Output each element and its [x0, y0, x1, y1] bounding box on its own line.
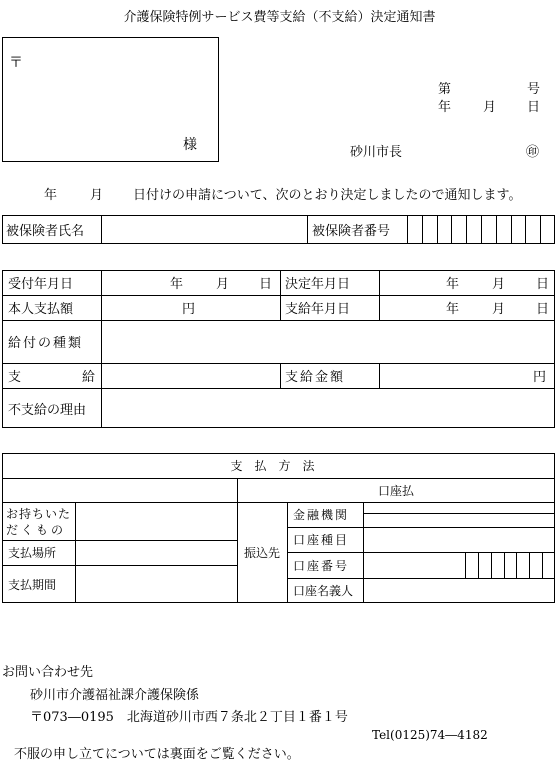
account-type-label: 口座種目: [293, 533, 350, 547]
document-title: 介護保険特例サービス費等支給（不支給）決定通知書: [123, 10, 436, 25]
receipt-year: 年: [170, 277, 184, 292]
number-prefix: 第: [438, 82, 452, 97]
contact-department: 砂川市介護福祉課介護保険係: [30, 688, 200, 703]
header-date-month: 月: [483, 100, 497, 115]
items-to-bring-line1: お持ちいた: [6, 507, 72, 521]
intro-month: 月: [90, 188, 104, 203]
issuer-name: 砂川市長: [350, 145, 403, 160]
digit-box-divider: [511, 215, 512, 244]
contact-address: 〒073―0195 北海道砂川市西７条北２丁目１番１号: [30, 710, 348, 725]
self-pay-label: 本人支払額: [8, 302, 74, 317]
account-digit-divider: [516, 552, 517, 578]
account-digit-divider: [504, 552, 505, 578]
account-holder-label: 口座名義人: [293, 584, 354, 598]
insured-number-label: 被保険者番号: [312, 224, 391, 239]
digit-box-divider: [422, 215, 423, 244]
digit-box-divider: [496, 215, 497, 244]
digit-box-divider: [481, 215, 482, 244]
payment-period-label: 支払期間: [8, 577, 57, 592]
transfer-destination-label: 振込先: [243, 546, 280, 560]
payment-date-label: 支給年月日: [285, 302, 351, 317]
decision-year: 年: [446, 277, 460, 292]
benefit-type-label: 給付の種類: [8, 336, 84, 351]
receipt-month: 月: [216, 277, 230, 292]
postal-mark: 〒: [9, 55, 23, 71]
digit-box-divider: [540, 215, 541, 244]
account-digit-divider: [465, 552, 466, 578]
receipt-day: 日: [259, 277, 273, 292]
seal-mark: ㊞: [526, 145, 540, 160]
account-digit-divider: [542, 552, 543, 578]
honorific-sama: 様: [183, 137, 197, 153]
digit-box-divider: [437, 215, 438, 244]
contact-heading: お問い合わせ先: [2, 665, 94, 680]
payment-amount-label: 支給金額: [285, 370, 346, 385]
items-to-bring-line2: だくもの: [6, 523, 67, 537]
appeal-note: 不服の申し立てについては裏面をご覧ください。: [14, 747, 300, 762]
digit-box-divider: [451, 215, 452, 244]
payment-method-header: 支払方法: [230, 459, 327, 473]
payment-day: 日: [536, 302, 550, 317]
address-box: [2, 37, 219, 162]
account-number-label: 口座番号: [293, 558, 350, 573]
digit-box-divider: [466, 215, 467, 244]
intro-text: 日付けの申請について、次のとおり決定しましたので通知します。: [133, 188, 522, 203]
intro-year: 年: [44, 188, 58, 203]
payment-month: 月: [492, 302, 506, 317]
bank-label: 金融機関: [293, 508, 350, 522]
decision-day: 日: [536, 277, 550, 292]
insured-name-label: 被保険者氏名: [6, 224, 85, 239]
header-date-year: 年: [438, 100, 452, 115]
payment-label-2: 給: [82, 370, 96, 385]
account-transfer-label: 口座払: [377, 483, 414, 498]
non-payment-reason-label: 不支給の理由: [8, 402, 87, 418]
account-digit-divider: [491, 552, 492, 578]
payment-label-1: 支: [8, 370, 22, 385]
account-digit-divider: [529, 552, 530, 578]
insured-table: [2, 215, 555, 244]
self-pay-unit: 円: [182, 302, 196, 317]
header-date-day: 日: [527, 100, 541, 115]
contact-tel: Tel(0125)74―4182: [372, 728, 488, 742]
receipt-date-label: 受付年月日: [8, 277, 74, 292]
payment-amount-unit: 円: [533, 370, 547, 385]
digit-box-divider: [525, 215, 526, 244]
payment-place-label: 支払場所: [8, 546, 57, 560]
decision-date-label: 決定年月日: [285, 277, 351, 292]
payment-year: 年: [446, 302, 460, 317]
account-digit-divider: [478, 552, 479, 578]
decision-month: 月: [492, 277, 506, 292]
number-suffix: 号: [527, 82, 541, 97]
